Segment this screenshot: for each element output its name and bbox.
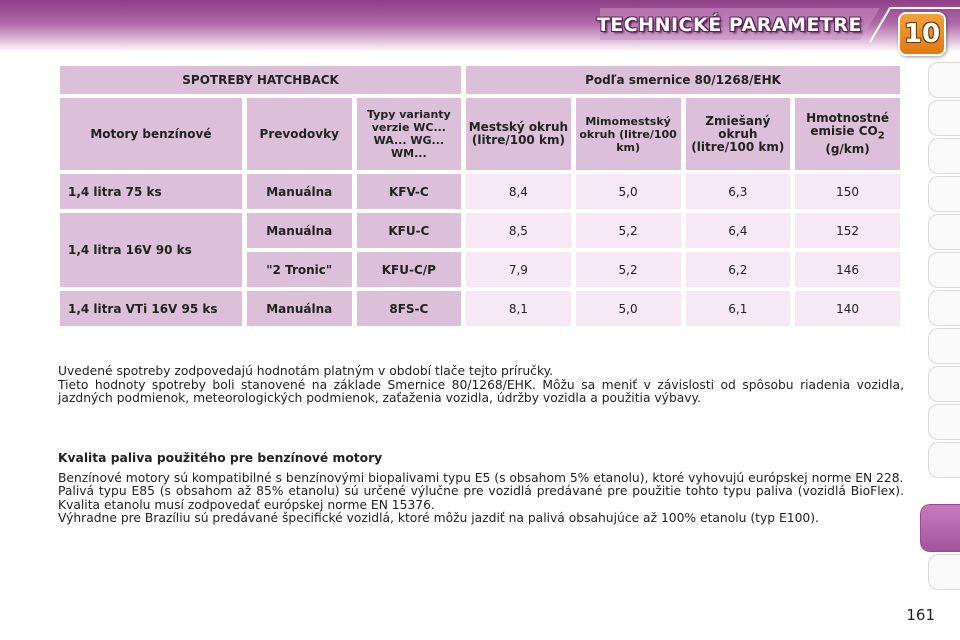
cell-extra-urban: 5,2: [576, 213, 681, 248]
fuel-quality-heading: Kvalita paliva použitého pre benzínové motory: [58, 451, 383, 465]
table-group-header-row: [60, 66, 900, 94]
col-header-variants: Typy varianty verzie WC... WA... WG... WM...: [357, 98, 461, 170]
group-header-directive: Podľa smernice 80/1268/EHK: [466, 66, 900, 94]
side-tab-active[interactable]: [920, 504, 960, 552]
cell-co2: 150: [795, 174, 900, 209]
fuel-paragraph: Benzínové motory sú kompatibilné s benzínovými biopalivami typu E5 (s obsahom 5% etanolu), ktoré vyhovujú európskej norme EN 228.: [58, 470, 904, 485]
cell-urban: 8,5: [466, 213, 571, 248]
chapter-title: TECHNICKÉ PARAMETRE: [596, 14, 862, 36]
table-row: [60, 213, 900, 248]
cell-combined: 6,1: [686, 291, 791, 326]
note-line: Uvedené spotreby zodpovedajú hodnotám platným v období tlače tejto príručky.: [58, 364, 554, 378]
cell-gearbox: "2 Tronic": [247, 252, 352, 287]
cell-gearbox: Manuálna: [247, 291, 352, 326]
cell-combined: 6,4: [686, 213, 791, 248]
consumption-notes: [58, 365, 904, 406]
fuel-quality-section: [58, 452, 904, 526]
col-header-co2: [795, 98, 900, 170]
side-tab[interactable]: [928, 214, 960, 250]
cell-co2: 146: [795, 252, 900, 287]
cell-combined: 6,2: [686, 252, 791, 287]
note-line: Tieto hodnoty spotreby boli stanovené na základe Smernice 80/1268/EHK. Môžu sa meniť v závislosti od spôsobu riadenia vozidla, jazdných podmienok, meteorologických podmienok, zaťaženia vozidla, údržby vozidla a použitia výbavy.: [58, 377, 904, 405]
chapter-number-badge: 10: [898, 12, 946, 56]
side-tab[interactable]: [928, 328, 960, 364]
consumption-table: [55, 62, 905, 330]
cell-extra-urban: 5,0: [576, 291, 681, 326]
col-header-gearbox: Prevodovky: [247, 98, 352, 170]
side-tab[interactable]: [928, 554, 960, 590]
side-tab[interactable]: [928, 100, 960, 136]
fuel-paragraph: Výhradne pre Brazíliu sú predávané špecifické vozidlá, ktoré môžu jazdiť na palivá obsahujúce až 100% etanolu (typ E100).: [58, 511, 819, 525]
cell-engine: 1,4 litra VTi 16V 95 ks: [60, 291, 242, 326]
co2-label: Hmotnostné emisie CO: [806, 111, 889, 139]
fuel-paragraph: Palivá typu E85 (s obsahom až 85% etanolu) sú určené výlučne pre vozidlá predávané pre použitie tohto typu paliva (vozidlá BioFlex). Kvalita etanolu musí zodpovedať európskej norme EN 15376.: [58, 484, 904, 512]
cell-extra-urban: 5,0: [576, 174, 681, 209]
side-tab[interactable]: [928, 366, 960, 402]
page-number: 161: [906, 606, 935, 624]
col-header-extra-urban: Mimomestský okruh (litre/100 km): [576, 98, 681, 170]
cell-combined: 6,3: [686, 174, 791, 209]
co2-unit: (g/km): [825, 141, 870, 156]
side-tab[interactable]: [928, 138, 960, 174]
cell-urban: 8,1: [466, 291, 571, 326]
side-tab[interactable]: [928, 442, 960, 478]
page-header: [0, 0, 960, 52]
cell-variant: 8FS-C: [357, 291, 461, 326]
cell-gearbox: Manuálna: [247, 174, 352, 209]
co2-subscript: 2: [877, 130, 885, 142]
table-row: [60, 291, 900, 326]
cell-variant: KFU-C: [357, 213, 461, 248]
table-row: [60, 174, 900, 209]
side-tab[interactable]: [928, 290, 960, 326]
cell-co2: 140: [795, 291, 900, 326]
cell-urban: 7,9: [466, 252, 571, 287]
col-header-urban: Mestský okruh (litre/100 km): [466, 98, 571, 170]
cell-variant: KFV-C: [357, 174, 461, 209]
col-header-combined: Zmiešaný okruh (litre/100 km): [686, 98, 791, 170]
cell-urban: 8,4: [466, 174, 571, 209]
cell-engine: 1,4 litra 16V 90 ks: [60, 213, 242, 287]
side-tab[interactable]: [928, 62, 960, 98]
col-header-engines: Motory benzínové: [60, 98, 242, 170]
table-column-header-row: [60, 98, 900, 170]
side-tab[interactable]: [928, 404, 960, 440]
cell-co2: 152: [795, 213, 900, 248]
cell-extra-urban: 5,2: [576, 252, 681, 287]
side-tab[interactable]: [928, 176, 960, 212]
side-tab[interactable]: [928, 252, 960, 288]
group-header-consumption: SPOTREBY HATCHBACK: [60, 66, 461, 94]
chapter-side-tabs: [928, 62, 960, 582]
cell-variant: KFU-C/P: [357, 252, 461, 287]
cell-gearbox: Manuálna: [247, 213, 352, 248]
cell-engine: 1,4 litra 75 ks: [60, 174, 242, 209]
